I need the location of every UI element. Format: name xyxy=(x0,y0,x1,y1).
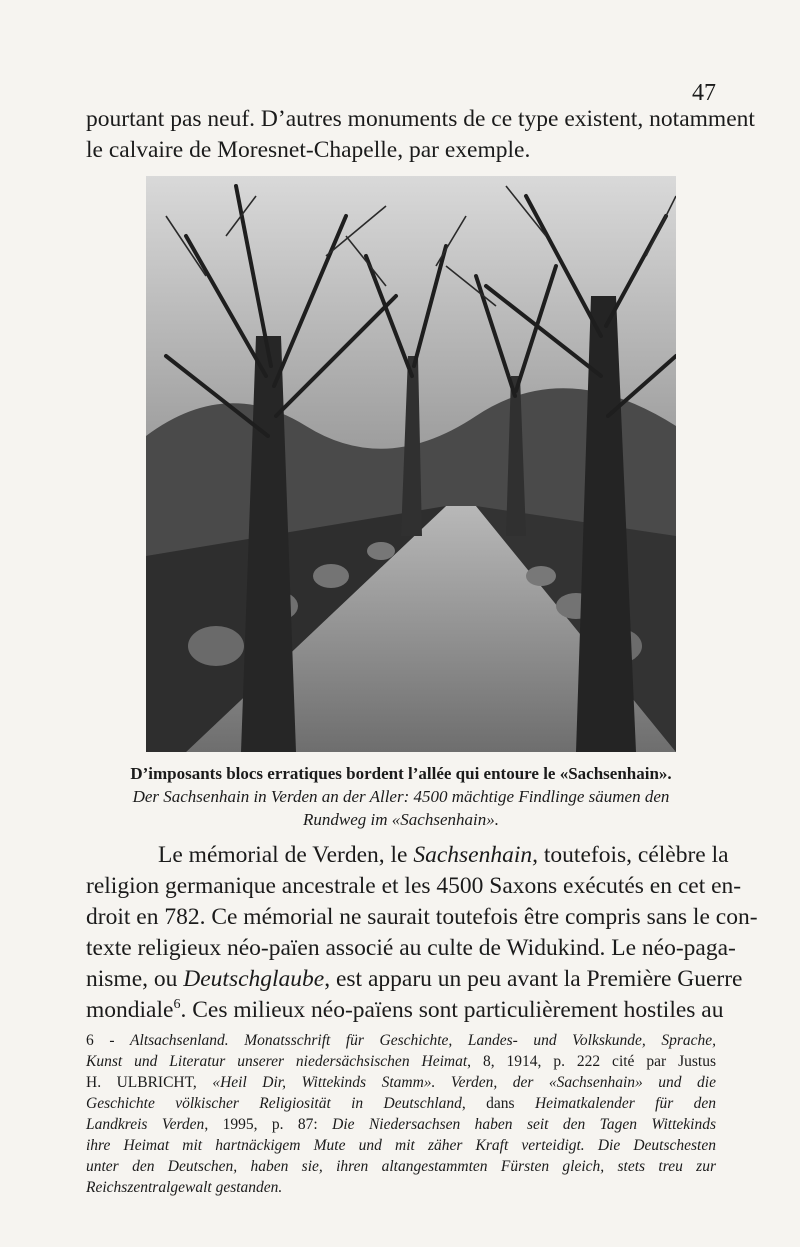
footnote-ref: 6 xyxy=(173,996,181,1013)
text-line: pourtant pas neuf. D’autres monuments de ce type existent, notamment xyxy=(86,106,755,132)
text-line: religion germanique ancestrale et les 4500 Saxons exécutés en cet en- xyxy=(86,873,742,899)
photo-tree-lined-path xyxy=(146,176,676,752)
footnote-line: ihre Heimat mit hartnäckigem Mute und mit zäher Kraft verteidigt. Die Deutschesten xyxy=(86,1137,716,1154)
caption-german-line-1: Der Sachsenhain in Verden an der Aller: 4500 mächtige Findlinge säumen den xyxy=(132,787,670,806)
caption-german-line-2: Rundweg im «Sachsenhain». xyxy=(303,810,499,829)
caption-french: D’imposants blocs erratiques bordent l’allée qui entoure le «Sachsenhain». xyxy=(130,764,672,783)
footnote-6 xyxy=(86,1030,716,1198)
footnote-line: Kunst und Literatur unserer niedersächsischen Heimat, 8, 1914, p. 222 cité par Justus xyxy=(86,1053,716,1070)
text-line: Le mémorial de Verden, le Sachsenhain, toutefois, célèbre la xyxy=(158,842,729,868)
text-line: nisme, ou Deutschglaube, est apparu un peu avant la Première Guerre xyxy=(86,966,743,992)
page-number: 47 xyxy=(692,80,716,106)
footnote-line: unter den Deutschen, haben sie, ihren altangestammten Fürsten gleich, stets treu zur xyxy=(86,1158,716,1175)
text-line: mondiale$^6$. Ces milieux néo-païens sont particulièrement hostiles au xyxy=(86,996,724,1023)
footnote-line: Landkreis Verden, 1995, p. 87: Die Niedersachsen haben seit den Tagen Wittekinds xyxy=(86,1116,716,1133)
footnote-line: Geschichte völkischer Religiosität in Deutschland, dans Heimatkalender für den xyxy=(86,1095,716,1112)
photo-caption xyxy=(96,762,706,831)
text-line: le calvaire de Moresnet-Chapelle, par exemple. xyxy=(86,137,531,163)
text-line: texte religieux néo-païen associé au culte de Widukind. Le néo-paga- xyxy=(86,935,736,961)
footnote-line: H. ULBRICHT, «Heil Dir, Wittekinds Stamm». Verden, der «Sachsenhain» und die xyxy=(86,1074,716,1091)
top-paragraph xyxy=(86,104,755,166)
footnote-line: 6 - Altsachsenland. Monatsschrift für Geschichte, Landes- und Volkskunde, Sprache, xyxy=(86,1032,716,1049)
footnote-line: Reichszentralgewalt gestanden. xyxy=(86,1179,283,1196)
main-paragraph xyxy=(86,840,758,1026)
text-line: droit en 782. Ce mémorial ne saurait toutefois être compris sans le con- xyxy=(86,904,758,930)
photo-illustration xyxy=(146,176,676,752)
